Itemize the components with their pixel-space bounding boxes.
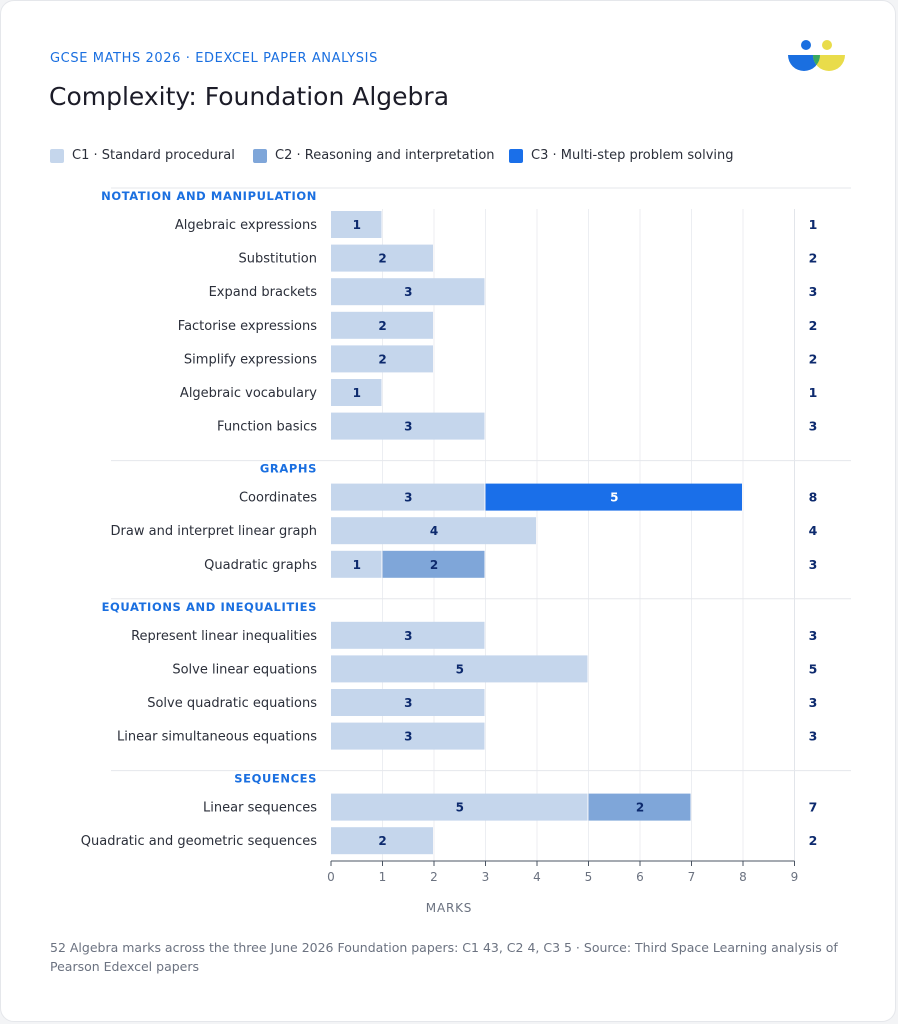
footnote: 52 Algebra marks across the three June 2026 Foundation papers: C1 43, C2 4, C3 5 · Source: Third Space Learning analysis of Pearson Edexcel papers	[50, 940, 838, 974]
row-label: Algebraic vocabulary	[179, 386, 317, 401]
row-label: Linear simultaneous equations	[117, 729, 317, 745]
x-tick-label: 1	[378, 870, 387, 884]
row-total-label: 2	[808, 351, 818, 367]
x-tick-label: 9	[790, 870, 799, 884]
stacked-bar-chart	[1, 1, 897, 931]
bar-value-label: 3	[404, 419, 413, 434]
row-total-label: 7	[808, 799, 818, 815]
row-label: Substitution	[238, 251, 317, 267]
bar-value-label: 2	[635, 800, 645, 815]
row-total-label: 4	[808, 523, 818, 539]
x-tick-label: 5	[584, 870, 593, 884]
row-total-label: 2	[808, 250, 818, 266]
bar-value-label: 2	[429, 557, 439, 572]
bar-value-label: 2	[378, 834, 387, 849]
row-total-label: 3	[808, 284, 818, 300]
row-total-label: 3	[808, 695, 818, 710]
row-total-label: 2	[808, 833, 818, 849]
bar-value-label: 3	[404, 285, 413, 300]
bar-value-label: 3	[404, 696, 413, 710]
x-tick-label: 6	[636, 870, 644, 884]
legend-label-c1: C1 · Standard procedural	[72, 148, 235, 163]
x-tick-label: 8	[739, 870, 747, 884]
bar-value-label: 1	[352, 386, 361, 400]
group-heading: SEQUENCES	[234, 771, 317, 786]
x-tick-label: 2	[430, 870, 438, 884]
row-label: Represent linear inequalities	[131, 628, 317, 644]
bar-value-label: 5	[610, 490, 619, 505]
page-title: Complexity: Foundation Algebra	[49, 82, 450, 111]
row-label: Quadratic and geometric sequences	[80, 834, 317, 850]
group-heading: NOTATION AND MANIPULATION	[101, 189, 317, 203]
row-total-label: 1	[808, 385, 818, 400]
x-tick-label: 0	[327, 870, 335, 884]
bar-value-label: 5	[455, 662, 464, 677]
x-tick-label: 4	[533, 870, 541, 884]
legend-label-c3: C3 · Multi-step problem solving	[531, 148, 734, 163]
row-total-label: 3	[808, 728, 818, 744]
x-tick-label: 3	[481, 870, 490, 884]
row-label: Draw and interpret linear graph	[110, 524, 317, 540]
row-total-label: 5	[808, 661, 818, 677]
bar-value-label: 5	[455, 800, 464, 815]
row-label: Solve quadratic equations	[147, 696, 317, 711]
bar-value-label: 3	[404, 729, 413, 744]
row-label: Solve linear equations	[172, 662, 317, 678]
bar-value-label: 1	[352, 218, 361, 232]
row-label: Factorise expressions	[177, 318, 317, 334]
row-total-label: 8	[808, 489, 818, 505]
row-total-label: 2	[808, 317, 818, 333]
group-heading: EQUATIONS AND INEQUALITIES	[101, 599, 317, 614]
bar-value-label: 3	[404, 490, 413, 505]
bar-value-label: 2	[378, 318, 387, 333]
bar-value-label: 2	[378, 251, 387, 266]
row-label: Algebraic expressions	[174, 218, 317, 233]
legend-label-c2: C2 · Reasoning and interpretation	[275, 148, 495, 163]
bar-value-label: 3	[404, 628, 413, 643]
row-total-label: 1	[808, 217, 818, 232]
bar-value-label: 4	[429, 524, 439, 539]
row-label: Function basics	[217, 419, 317, 435]
row-label: Quadratic graphs	[204, 557, 317, 573]
bar-value-label: 1	[352, 557, 361, 572]
bar-value-label: 2	[378, 352, 387, 367]
row-total-label: 3	[808, 627, 818, 643]
row-label: Expand brackets	[208, 285, 317, 301]
row-total-label: 3	[808, 418, 818, 434]
kicker-text: GCSE MATHS 2026 · EDEXCEL PAPER ANALYSIS	[50, 51, 378, 66]
x-axis-label: MARKS	[425, 901, 473, 915]
row-label: Coordinates	[238, 490, 317, 506]
row-total-label: 3	[808, 556, 818, 572]
row-label: Linear sequences	[203, 800, 317, 816]
x-tick-label: 7	[687, 870, 696, 884]
group-heading: GRAPHS	[259, 461, 317, 476]
row-label: Simplify expressions	[183, 352, 317, 368]
